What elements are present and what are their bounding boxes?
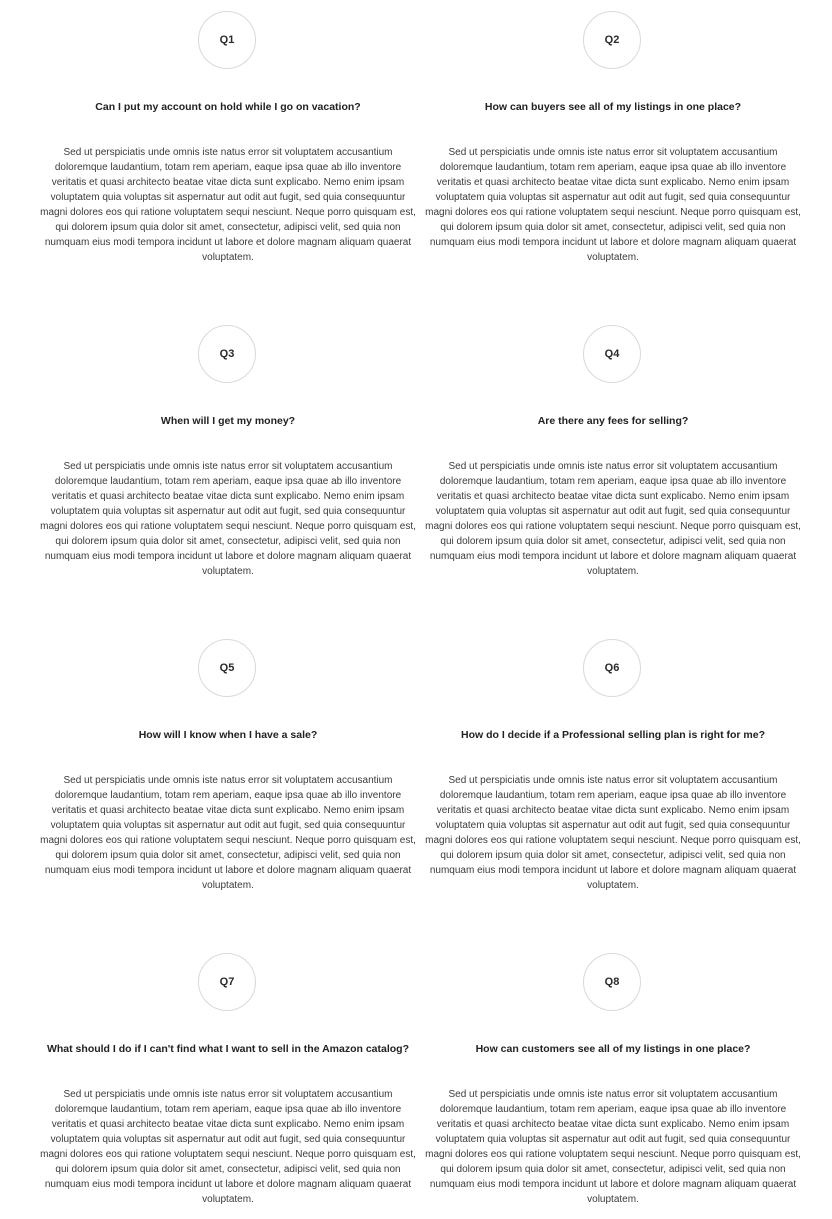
question-number-badge: Q3 bbox=[198, 325, 256, 383]
question-title: When will I get my money? bbox=[160, 415, 296, 427]
answer-text: Sed ut perspiciatis unde omnis iste natus error sit voluptatem accusantium doloremque laudantium, totam rem aperiam, eaque ipsa quae ab illo inventore veritatis et quasi architecto beatae vitae dicta sunt explicabo. Nemo enim ipsam voluptatem quia voluptas sit aspernatur aut odit aut fugit, sed quia consequuntur magni dolores eos qui ratione voluptatem sequi nesciunt. Neque porro quisquam est, qui dolorem ipsum quia dolor sit amet, consectetur, adipisci velit, sed quia non numquam eius modi tempora incidunt ut labore et dolore magnam aliquam quaerat voluptatem. bbox=[425, 147, 801, 263]
question-number-badge: Q2 bbox=[583, 11, 641, 69]
answer-text: Sed ut perspiciatis unde omnis iste natus error sit voluptatem accusantium doloremque laudantium, totam rem aperiam, eaque ipsa quae ab illo inventore veritatis et quasi architecto beatae vitae dicta sunt explicabo. Nemo enim ipsam voluptatem quia voluptas sit aspernatur aut odit aut fugit, sed quia consequuntur magni dolores eos qui ratione voluptatem sequi nesciunt. Neque porro quisquam est, qui dolorem ipsum quia dolor sit amet, consectetur, adipisci velit, sed quia non numquam eius modi tempora incidunt ut labore et dolore magnam aliquam quaerat voluptatem. bbox=[40, 147, 416, 263]
answer-text: Sed ut perspiciatis unde omnis iste natus error sit voluptatem accusantium doloremque laudantium, totam rem aperiam, eaque ipsa quae ab illo inventore veritatis et quasi architecto beatae vitae dicta sunt explicabo. Nemo enim ipsam voluptatem quia voluptas sit aspernatur aut odit aut fugit, sed quia consequuntur magni dolores eos qui ratione voluptatem sequi nesciunt. Neque porro quisquam est, qui dolorem ipsum quia dolor sit amet, consectetur, adipisci velit, sed quia non numquam eius modi tempora incidunt ut labore et dolore magnam aliquam quaerat voluptatem. bbox=[40, 1089, 416, 1205]
answer-text: Sed ut perspiciatis unde omnis iste natus error sit voluptatem accusantium doloremque laudantium, totam rem aperiam, eaque ipsa quae ab illo inventore veritatis et quasi architecto beatae vitae dicta sunt explicabo. Nemo enim ipsam voluptatem quia voluptas sit aspernatur aut odit aut fugit, sed quia consequuntur magni dolores eos qui ratione voluptatem sequi nesciunt. Neque porro quisquam est, qui dolorem ipsum quia dolor sit amet, consectetur, adipisci velit, sed quia non numquam eius modi tempora incidunt ut labore et dolore magnam aliquam quaerat voluptatem. bbox=[425, 775, 801, 891]
question-number-badge: Q4 bbox=[583, 325, 641, 383]
faq-item-q3 bbox=[38, 314, 418, 614]
answer-text: Sed ut perspiciatis unde omnis iste natus error sit voluptatem accusantium doloremque laudantium, totam rem aperiam, eaque ipsa quae ab illo inventore veritatis et quasi architecto beatae vitae dicta sunt explicabo. Nemo enim ipsam voluptatem quia voluptas sit aspernatur aut odit aut fugit, sed quia consequuntur magni dolores eos qui ratione voluptatem sequi nesciunt. Neque porro quisquam est, qui dolorem ipsum quia dolor sit amet, consectetur, adipisci velit, sed quia non numquam eius modi tempora incidunt ut labore et dolore magnam aliquam quaerat voluptatem. bbox=[425, 461, 801, 577]
question-title: How can buyers see all of my listings in one place? bbox=[484, 101, 742, 113]
question-title: How will I know when I have a sale? bbox=[138, 729, 318, 741]
faq-item-q2 bbox=[423, 0, 803, 300]
question-number-badge: Q6 bbox=[583, 639, 641, 697]
question-title: Are there any fees for selling? bbox=[537, 415, 689, 427]
faq-item-q1 bbox=[38, 0, 418, 300]
faq-item-q6 bbox=[423, 628, 803, 928]
question-number-badge: Q8 bbox=[583, 953, 641, 1011]
faq-item-q5 bbox=[38, 628, 418, 928]
question-title: How can customers see all of my listings in one place? bbox=[475, 1043, 751, 1055]
faq-item-q7 bbox=[38, 942, 418, 1219]
question-title: What should I do if I can't find what I want to sell in the Amazon catalog? bbox=[46, 1043, 410, 1055]
answer-text: Sed ut perspiciatis unde omnis iste natus error sit voluptatem accusantium doloremque laudantium, totam rem aperiam, eaque ipsa quae ab illo inventore veritatis et quasi architecto beatae vitae dicta sunt explicabo. Nemo enim ipsam voluptatem quia voluptas sit aspernatur aut odit aut fugit, sed quia consequuntur magni dolores eos qui ratione voluptatem sequi nesciunt. Neque porro quisquam est, qui dolorem ipsum quia dolor sit amet, consectetur, adipisci velit, sed quia non numquam eius modi tempora incidunt ut labore et dolore magnam aliquam quaerat voluptatem. bbox=[425, 1089, 801, 1205]
faq-item-q8 bbox=[423, 942, 803, 1219]
answer-text: Sed ut perspiciatis unde omnis iste natus error sit voluptatem accusantium doloremque laudantium, totam rem aperiam, eaque ipsa quae ab illo inventore veritatis et quasi architecto beatae vitae dicta sunt explicabo. Nemo enim ipsam voluptatem quia voluptas sit aspernatur aut odit aut fugit, sed quia consequuntur magni dolores eos qui ratione voluptatem sequi nesciunt. Neque porro quisquam est, qui dolorem ipsum quia dolor sit amet, consectetur, adipisci velit, sed quia non numquam eius modi tempora incidunt ut labore et dolore magnam aliquam quaerat voluptatem. bbox=[40, 461, 416, 577]
answer-text: Sed ut perspiciatis unde omnis iste natus error sit voluptatem accusantium doloremque laudantium, totam rem aperiam, eaque ipsa quae ab illo inventore veritatis et quasi architecto beatae vitae dicta sunt explicabo. Nemo enim ipsam voluptatem quia voluptas sit aspernatur aut odit aut fugit, sed quia consequuntur magni dolores eos qui ratione voluptatem sequi nesciunt. Neque porro quisquam est, qui dolorem ipsum quia dolor sit amet, consectetur, adipisci velit, sed quia non numquam eius modi tempora incidunt ut labore et dolore magnam aliquam quaerat voluptatem. bbox=[40, 775, 416, 891]
question-number-badge: Q5 bbox=[198, 639, 256, 697]
question-number-badge: Q1 bbox=[198, 11, 256, 69]
question-title: How do I decide if a Professional selling plan is right for me? bbox=[461, 729, 765, 741]
question-number-badge: Q7 bbox=[198, 953, 256, 1011]
faq-item-q4 bbox=[423, 314, 803, 614]
question-title: Can I put my account on hold while I go on vacation? bbox=[95, 101, 361, 113]
